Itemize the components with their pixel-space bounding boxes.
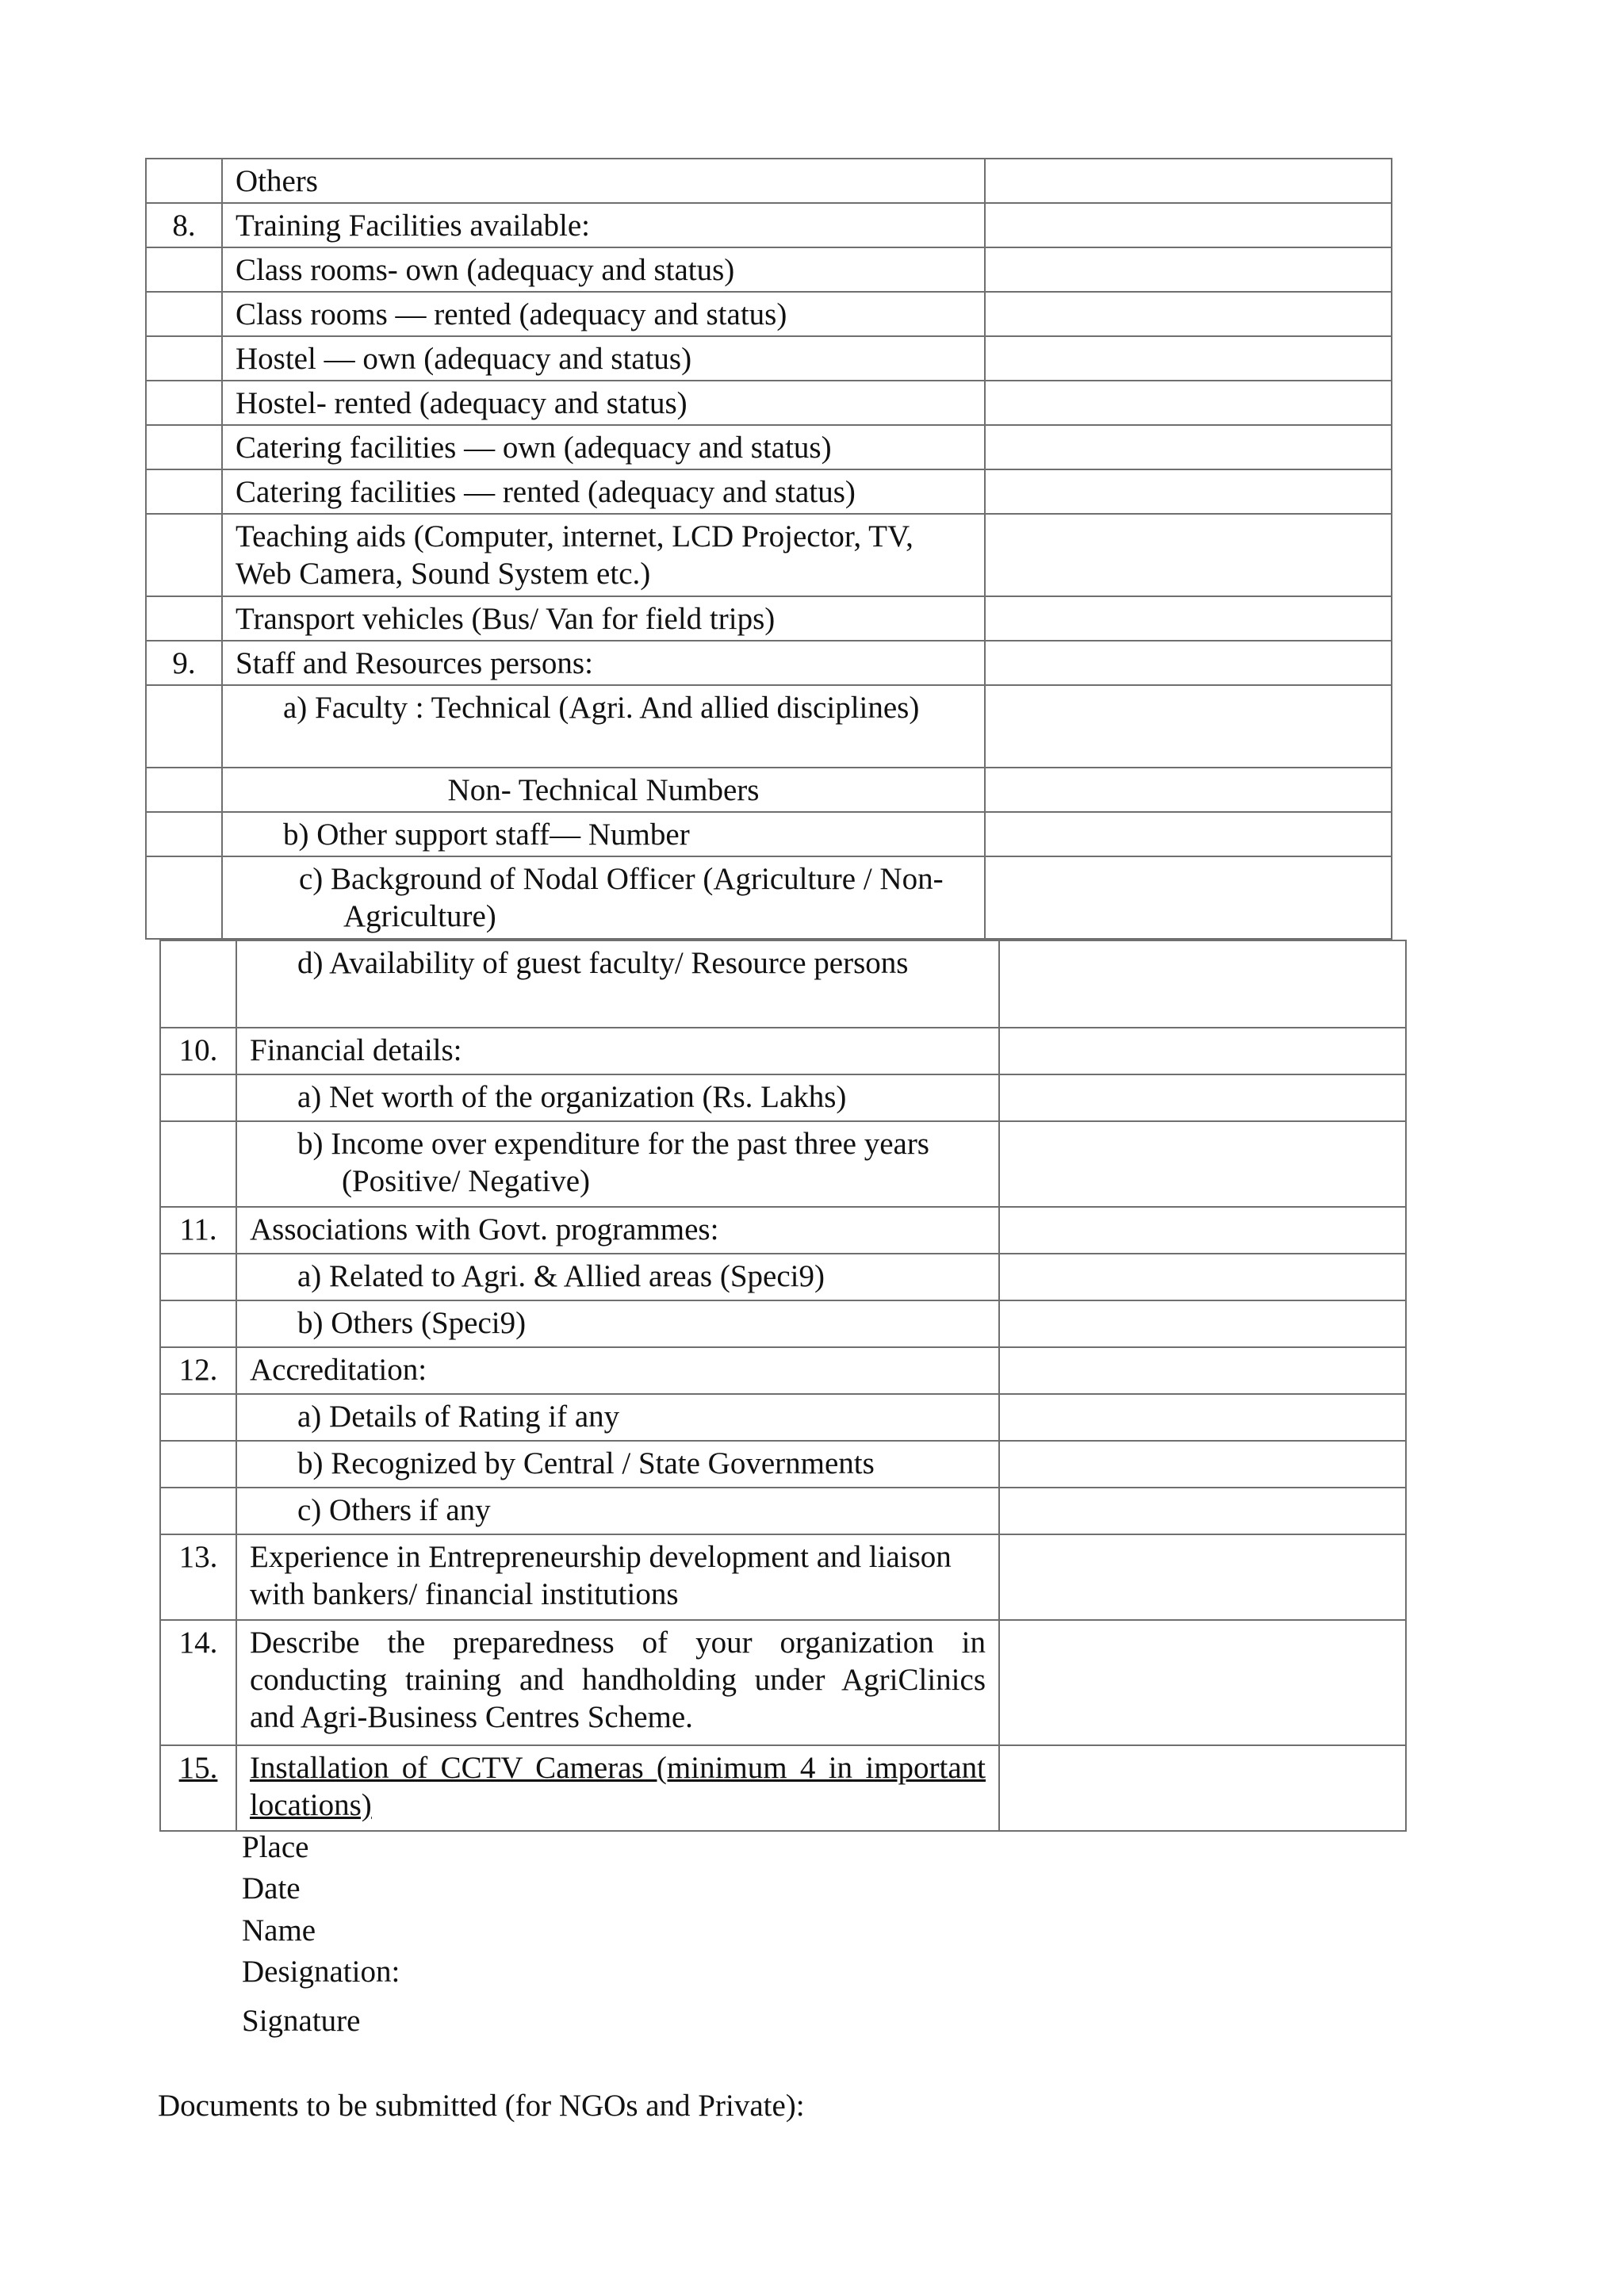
- table-row: [146, 641, 1392, 685]
- response-cell[interactable]: [999, 1121, 1406, 1207]
- response-cell[interactable]: [999, 1745, 1406, 1831]
- item-label: a) Net worth of the organization (Rs. Lakhs): [236, 1074, 999, 1121]
- response-cell[interactable]: [999, 1620, 1406, 1745]
- table-row: [160, 1745, 1406, 1831]
- item-label: Transport vehicles (Bus/ Van for field trips): [222, 596, 985, 641]
- item-number: 13.: [160, 1534, 236, 1620]
- response-cell[interactable]: [985, 768, 1392, 812]
- documents-heading: Documents to be submitted (for NGOs and Private):: [158, 2089, 805, 2123]
- table-row: [160, 1121, 1406, 1207]
- item-label: Hostel- rented (adequacy and status): [222, 381, 985, 425]
- response-cell[interactable]: [985, 641, 1392, 685]
- item-number: [146, 768, 222, 812]
- table-row: [160, 1300, 1406, 1347]
- response-cell[interactable]: [985, 856, 1392, 939]
- item-label: Training Facilities available:: [222, 203, 985, 247]
- item-number: 10.: [160, 1028, 236, 1074]
- item-label: Others: [222, 159, 985, 203]
- table-row: [146, 292, 1392, 336]
- response-cell[interactable]: [999, 1394, 1406, 1441]
- item-number: [146, 685, 222, 768]
- table-row: [160, 1207, 1406, 1254]
- table-row: [146, 768, 1392, 812]
- response-cell[interactable]: [985, 812, 1392, 856]
- response-cell[interactable]: [985, 425, 1392, 469]
- form-table-part-2: [159, 940, 1407, 1832]
- response-cell[interactable]: [999, 1028, 1406, 1074]
- table-row: [160, 1488, 1406, 1534]
- table-row: [160, 1074, 1406, 1121]
- item-label: Non- Technical Numbers: [222, 768, 985, 812]
- date-label: Date: [242, 1871, 301, 1905]
- response-cell[interactable]: [985, 469, 1392, 514]
- response-cell[interactable]: [985, 336, 1392, 381]
- item-label: b) Recognized by Central / State Governments: [236, 1441, 999, 1488]
- item-number: [160, 1074, 236, 1121]
- table-row: [146, 596, 1392, 641]
- item-label: [236, 1121, 999, 1207]
- item-number: [160, 1121, 236, 1207]
- item-number: 14.: [160, 1620, 236, 1745]
- response-cell[interactable]: [999, 940, 1406, 1028]
- item-number: [160, 1441, 236, 1488]
- response-cell[interactable]: [985, 685, 1392, 768]
- response-cell[interactable]: [999, 1207, 1406, 1254]
- response-cell[interactable]: [999, 1441, 1406, 1488]
- item-label: Class rooms- own (adequacy and status): [222, 247, 985, 292]
- item-number: [146, 856, 222, 939]
- item-number: [146, 596, 222, 641]
- table-row: [160, 1441, 1406, 1488]
- item-number: 15.: [160, 1745, 236, 1831]
- item-number: [146, 469, 222, 514]
- item-label: Staff and Resources persons:: [222, 641, 985, 685]
- table-row: [160, 1028, 1406, 1074]
- table-row: [146, 856, 1392, 939]
- item-number: [160, 1488, 236, 1534]
- item-label: a) Related to Agri. & Allied areas (Speci9): [236, 1254, 999, 1300]
- item-label: [222, 685, 985, 768]
- item-label: [236, 1745, 999, 1831]
- response-cell[interactable]: [999, 1488, 1406, 1534]
- item-label: [222, 856, 985, 939]
- table-row: [146, 247, 1392, 292]
- table-row: [160, 1394, 1406, 1441]
- item-label: Teaching aids (Computer, internet, LCD Projector, TV, Web Camera, Sound System etc.): [222, 514, 985, 596]
- response-cell[interactable]: [999, 1347, 1406, 1394]
- response-cell[interactable]: [999, 1074, 1406, 1121]
- item-label: Class rooms — rented (adequacy and status): [222, 292, 985, 336]
- item-number: [146, 381, 222, 425]
- table-row: [146, 425, 1392, 469]
- response-cell[interactable]: [985, 247, 1392, 292]
- table-row: [160, 1534, 1406, 1620]
- table-row: [146, 159, 1392, 203]
- item-number: [160, 1394, 236, 1441]
- item-label: Experience in Entrepreneurship development and liaison with bankers/ financial institutions: [236, 1534, 999, 1620]
- item-label: d) Availability of guest faculty/ Resource persons: [236, 940, 999, 1028]
- item-label: Financial details:: [236, 1028, 999, 1074]
- response-cell[interactable]: [999, 1300, 1406, 1347]
- response-cell[interactable]: [985, 203, 1392, 247]
- response-cell[interactable]: [985, 292, 1392, 336]
- item-number: [146, 247, 222, 292]
- table-row: [146, 381, 1392, 425]
- item-label: Describe the preparedness of your organization in conducting training and handholding under AgriClinics and Agri-Business Centres Scheme.: [236, 1620, 999, 1745]
- response-cell[interactable]: [985, 596, 1392, 641]
- item-label-text: c) Background of Nodal Officer (Agriculture / Non-Agriculture): [299, 862, 944, 933]
- item-number: 11.: [160, 1207, 236, 1254]
- table-row: [160, 940, 1406, 1028]
- item-number: [146, 812, 222, 856]
- item-label: Catering facilities — own (adequacy and status): [222, 425, 985, 469]
- table-row: [160, 1347, 1406, 1394]
- response-cell[interactable]: [985, 514, 1392, 596]
- item-label: Catering facilities — rented (adequacy and status): [222, 469, 985, 514]
- item-number: 9.: [146, 641, 222, 685]
- table-row: [160, 1254, 1406, 1300]
- designation-label: Designation:: [242, 1955, 400, 1989]
- response-cell[interactable]: [985, 381, 1392, 425]
- item-label-text: a) Faculty : Technical (Agri. And allied disciplines): [283, 691, 920, 725]
- item-number: 8.: [146, 203, 222, 247]
- name-label: Name: [242, 1913, 316, 1947]
- item-label: b) Other support staff— Number: [222, 812, 985, 856]
- response-cell[interactable]: [985, 159, 1392, 203]
- item-label: c) Others if any: [236, 1488, 999, 1534]
- item-number: [160, 940, 236, 1028]
- table-row: [146, 203, 1392, 247]
- table-row: [146, 469, 1392, 514]
- item-label: b) Others (Speci9): [236, 1300, 999, 1347]
- table-row: [146, 336, 1392, 381]
- signature-label: Signature: [242, 2004, 361, 2038]
- item-number: [146, 425, 222, 469]
- place-label: Place: [242, 1830, 309, 1864]
- item-number: [146, 336, 222, 381]
- item-number: [146, 292, 222, 336]
- item-label-text: Installation of CCTV Cameras (minimum 4 in important locations): [250, 1751, 986, 1822]
- item-number: [146, 514, 222, 596]
- response-cell[interactable]: [999, 1534, 1406, 1620]
- form-table-part-1: [145, 158, 1392, 940]
- item-number: [160, 1300, 236, 1347]
- item-label-text: b) Income over expenditure for the past three years (Positive/ Negative): [297, 1127, 929, 1198]
- item-label: a) Details of Rating if any: [236, 1394, 999, 1441]
- table-row: [146, 685, 1392, 768]
- item-label: Hostel — own (adequacy and status): [222, 336, 985, 381]
- item-number: [146, 159, 222, 203]
- item-number: [160, 1254, 236, 1300]
- item-label: Associations with Govt. programmes:: [236, 1207, 999, 1254]
- item-label: Accreditation:: [236, 1347, 999, 1394]
- response-cell[interactable]: [999, 1254, 1406, 1300]
- table-row: [146, 514, 1392, 596]
- table-row: [160, 1620, 1406, 1745]
- table-row: [146, 812, 1392, 856]
- item-number: 12.: [160, 1347, 236, 1394]
